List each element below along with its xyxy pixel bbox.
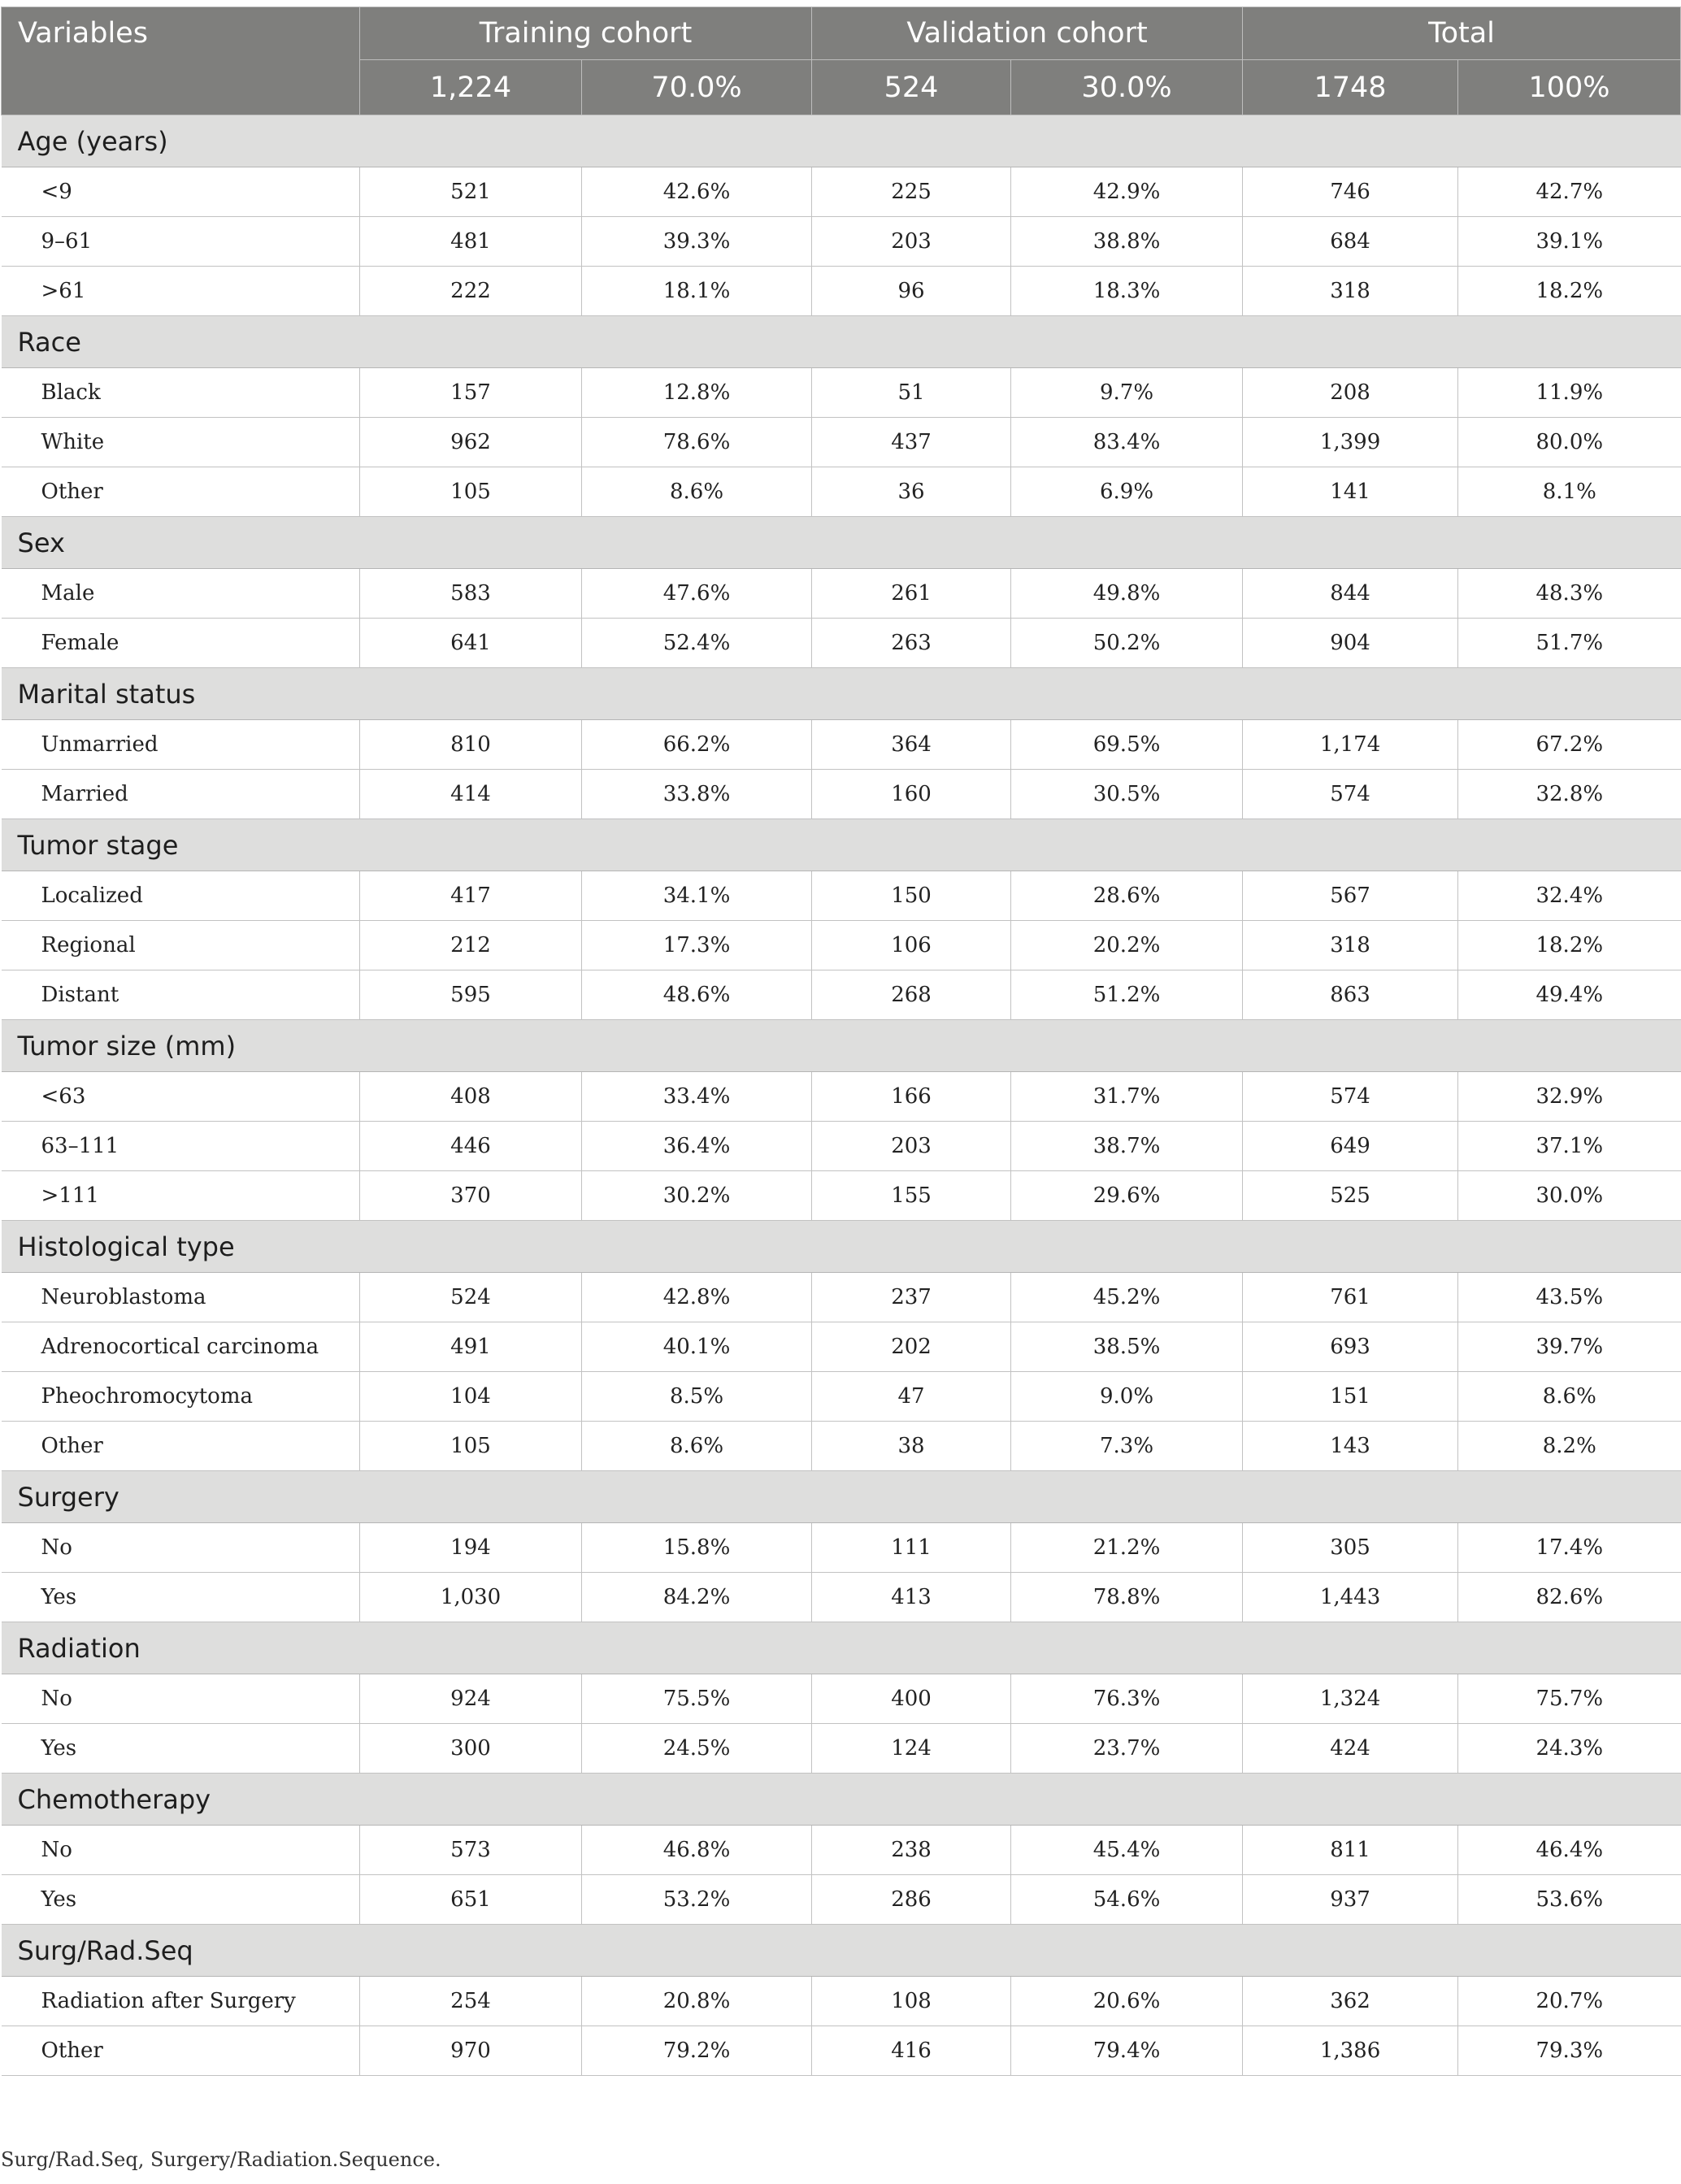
total-percent-cell: 67.2% bbox=[1458, 720, 1681, 770]
validation-count-cell: 263 bbox=[812, 619, 1011, 668]
table-row bbox=[2, 1122, 1681, 1171]
total-count-cell: 305 bbox=[1243, 1523, 1458, 1573]
total-header: Total bbox=[1243, 7, 1681, 60]
row-label: Other bbox=[2, 1422, 360, 1471]
training-percent-cell: 18.1% bbox=[582, 267, 812, 316]
section-title: Age (years) bbox=[2, 115, 1681, 167]
validation-count-cell: 203 bbox=[812, 217, 1011, 267]
validation-count-cell: 261 bbox=[812, 569, 1011, 619]
validation-percent-cell: 28.6% bbox=[1011, 871, 1243, 921]
training-count-cell: 446 bbox=[360, 1122, 582, 1171]
validation-percent-cell: 76.3% bbox=[1011, 1674, 1243, 1724]
validation-count-cell: 364 bbox=[812, 720, 1011, 770]
row-label: Female bbox=[2, 619, 360, 668]
validation-percent-cell: 6.9% bbox=[1011, 467, 1243, 517]
training-percent-cell: 79.2% bbox=[582, 2026, 812, 2076]
total-count-cell: 567 bbox=[1243, 871, 1458, 921]
training-count-cell: 651 bbox=[360, 1875, 582, 1925]
total-percent-cell: 18.2% bbox=[1458, 921, 1681, 970]
total-percent-header: 100% bbox=[1458, 60, 1681, 115]
row-label: Pheochromocytoma bbox=[2, 1372, 360, 1422]
validation-percent-cell: 29.6% bbox=[1011, 1171, 1243, 1221]
total-count-cell: 684 bbox=[1243, 217, 1458, 267]
validation-percent-cell: 20.6% bbox=[1011, 1977, 1243, 2026]
training-percent-cell: 34.1% bbox=[582, 871, 812, 921]
table-row bbox=[2, 467, 1681, 517]
training-percent-cell: 53.2% bbox=[582, 1875, 812, 1925]
training-percent-cell: 39.3% bbox=[582, 217, 812, 267]
training-count-cell: 104 bbox=[360, 1372, 582, 1422]
total-percent-cell: 8.6% bbox=[1458, 1372, 1681, 1422]
validation-count-cell: 106 bbox=[812, 921, 1011, 970]
validation-count-cell: 108 bbox=[812, 1977, 1011, 2026]
validation-percent-cell: 7.3% bbox=[1011, 1422, 1243, 1471]
table-row bbox=[2, 1674, 1681, 1724]
validation-percent-cell: 21.2% bbox=[1011, 1523, 1243, 1573]
row-label: No bbox=[2, 1523, 360, 1573]
validation-percent-cell: 69.5% bbox=[1011, 720, 1243, 770]
validation-percent-cell: 83.4% bbox=[1011, 418, 1243, 467]
total-percent-cell: 79.3% bbox=[1458, 2026, 1681, 2076]
total-count-cell: 1,386 bbox=[1243, 2026, 1458, 2076]
row-label: 63–111 bbox=[2, 1122, 360, 1171]
row-label: Localized bbox=[2, 871, 360, 921]
row-label: <9 bbox=[2, 167, 360, 217]
training-cohort-header: Training cohort bbox=[360, 7, 812, 60]
training-count-cell: 105 bbox=[360, 1422, 582, 1471]
section-title: Radiation bbox=[2, 1622, 1681, 1674]
total-percent-cell: 32.8% bbox=[1458, 770, 1681, 819]
training-percent-cell: 8.5% bbox=[582, 1372, 812, 1422]
training-count-cell: 595 bbox=[360, 970, 582, 1020]
training-count-cell: 583 bbox=[360, 569, 582, 619]
validation-count-cell: 286 bbox=[812, 1875, 1011, 1925]
total-percent-cell: 80.0% bbox=[1458, 418, 1681, 467]
row-label: >61 bbox=[2, 267, 360, 316]
table-row bbox=[2, 1072, 1681, 1122]
validation-percent-cell: 79.4% bbox=[1011, 2026, 1243, 2076]
total-count-cell: 574 bbox=[1243, 770, 1458, 819]
row-label: Yes bbox=[2, 1724, 360, 1774]
training-count-cell: 157 bbox=[360, 368, 582, 418]
table-row bbox=[2, 770, 1681, 819]
total-count-cell: 1,399 bbox=[1243, 418, 1458, 467]
section-title: Race bbox=[2, 316, 1681, 368]
total-percent-cell: 82.6% bbox=[1458, 1573, 1681, 1622]
table-row bbox=[2, 1171, 1681, 1221]
total-percent-cell: 39.1% bbox=[1458, 217, 1681, 267]
table-row bbox=[2, 1322, 1681, 1372]
section-header-row bbox=[2, 819, 1681, 871]
total-count-cell: 1,174 bbox=[1243, 720, 1458, 770]
training-percent-cell: 33.4% bbox=[582, 1072, 812, 1122]
total-count-header: 1748 bbox=[1243, 60, 1458, 115]
table-row bbox=[2, 368, 1681, 418]
table-row bbox=[2, 970, 1681, 1020]
total-count-cell: 424 bbox=[1243, 1724, 1458, 1774]
total-count-cell: 208 bbox=[1243, 368, 1458, 418]
validation-count-cell: 150 bbox=[812, 871, 1011, 921]
validation-count-cell: 202 bbox=[812, 1322, 1011, 1372]
total-percent-cell: 18.2% bbox=[1458, 267, 1681, 316]
row-label: Married bbox=[2, 770, 360, 819]
row-label: White bbox=[2, 418, 360, 467]
cohort-characteristics-table bbox=[1, 7, 1681, 2076]
total-percent-cell: 20.7% bbox=[1458, 1977, 1681, 2026]
table-row bbox=[2, 1724, 1681, 1774]
validation-percent-cell: 38.7% bbox=[1011, 1122, 1243, 1171]
total-percent-cell: 24.3% bbox=[1458, 1724, 1681, 1774]
validation-percent-cell: 31.7% bbox=[1011, 1072, 1243, 1122]
validation-percent-header: 30.0% bbox=[1011, 60, 1243, 115]
section-header-row bbox=[2, 668, 1681, 720]
table-body bbox=[2, 115, 1681, 2076]
training-percent-cell: 33.8% bbox=[582, 770, 812, 819]
validation-count-cell: 203 bbox=[812, 1122, 1011, 1171]
section-header-row bbox=[2, 1925, 1681, 1977]
total-percent-cell: 49.4% bbox=[1458, 970, 1681, 1020]
section-header-row bbox=[2, 1221, 1681, 1273]
row-label: Distant bbox=[2, 970, 360, 1020]
total-count-cell: 143 bbox=[1243, 1422, 1458, 1471]
section-title: Chemotherapy bbox=[2, 1774, 1681, 1826]
section-header-row bbox=[2, 1622, 1681, 1674]
validation-percent-cell: 51.2% bbox=[1011, 970, 1243, 1020]
training-percent-cell: 30.2% bbox=[582, 1171, 812, 1221]
total-percent-cell: 8.2% bbox=[1458, 1422, 1681, 1471]
training-count-cell: 810 bbox=[360, 720, 582, 770]
row-label: Other bbox=[2, 467, 360, 517]
table-row bbox=[2, 267, 1681, 316]
row-label: >111 bbox=[2, 1171, 360, 1221]
section-header-row bbox=[2, 1471, 1681, 1523]
training-count-cell: 491 bbox=[360, 1322, 582, 1372]
row-label: No bbox=[2, 1826, 360, 1875]
table-row bbox=[2, 1523, 1681, 1573]
row-label: 9–61 bbox=[2, 217, 360, 267]
row-label: Black bbox=[2, 368, 360, 418]
validation-count-cell: 413 bbox=[812, 1573, 1011, 1622]
row-label: Yes bbox=[2, 1573, 360, 1622]
training-count-cell: 408 bbox=[360, 1072, 582, 1122]
section-title: Tumor stage bbox=[2, 819, 1681, 871]
total-count-cell: 746 bbox=[1243, 167, 1458, 217]
total-percent-cell: 51.7% bbox=[1458, 619, 1681, 668]
training-count-header: 1,224 bbox=[360, 60, 582, 115]
total-count-cell: 844 bbox=[1243, 569, 1458, 619]
validation-count-cell: 96 bbox=[812, 267, 1011, 316]
table-row bbox=[2, 921, 1681, 970]
section-title: Surgery bbox=[2, 1471, 1681, 1523]
total-count-cell: 574 bbox=[1243, 1072, 1458, 1122]
validation-count-cell: 166 bbox=[812, 1072, 1011, 1122]
total-percent-cell: 42.7% bbox=[1458, 167, 1681, 217]
total-percent-cell: 39.7% bbox=[1458, 1322, 1681, 1372]
training-percent-cell: 40.1% bbox=[582, 1322, 812, 1372]
validation-count-cell: 38 bbox=[812, 1422, 1011, 1471]
validation-percent-cell: 20.2% bbox=[1011, 921, 1243, 970]
validation-percent-cell: 45.4% bbox=[1011, 1826, 1243, 1875]
training-percent-cell: 8.6% bbox=[582, 467, 812, 517]
table-row bbox=[2, 1372, 1681, 1422]
table-row bbox=[2, 217, 1681, 267]
total-count-cell: 904 bbox=[1243, 619, 1458, 668]
row-label: Regional bbox=[2, 921, 360, 970]
training-percent-cell: 24.5% bbox=[582, 1724, 812, 1774]
total-count-cell: 937 bbox=[1243, 1875, 1458, 1925]
validation-percent-cell: 50.2% bbox=[1011, 619, 1243, 668]
validation-count-header: 524 bbox=[812, 60, 1011, 115]
section-header-row bbox=[2, 517, 1681, 569]
section-title: Tumor size (mm) bbox=[2, 1020, 1681, 1072]
validation-percent-cell: 45.2% bbox=[1011, 1273, 1243, 1322]
table-row bbox=[2, 2026, 1681, 2076]
total-count-cell: 1,443 bbox=[1243, 1573, 1458, 1622]
training-count-cell: 254 bbox=[360, 1977, 582, 2026]
training-percent-cell: 42.6% bbox=[582, 167, 812, 217]
validation-count-cell: 416 bbox=[812, 2026, 1011, 2076]
training-percent-cell: 78.6% bbox=[582, 418, 812, 467]
table-row bbox=[2, 720, 1681, 770]
total-percent-cell: 48.3% bbox=[1458, 569, 1681, 619]
validation-percent-cell: 18.3% bbox=[1011, 267, 1243, 316]
training-percent-cell: 52.4% bbox=[582, 619, 812, 668]
total-percent-cell: 11.9% bbox=[1458, 368, 1681, 418]
table-row bbox=[2, 1826, 1681, 1875]
table-row bbox=[2, 418, 1681, 467]
section-header-row bbox=[2, 115, 1681, 167]
validation-percent-cell: 78.8% bbox=[1011, 1573, 1243, 1622]
total-count-cell: 693 bbox=[1243, 1322, 1458, 1372]
table-row bbox=[2, 619, 1681, 668]
total-percent-cell: 43.5% bbox=[1458, 1273, 1681, 1322]
training-count-cell: 300 bbox=[360, 1724, 582, 1774]
training-count-cell: 521 bbox=[360, 167, 582, 217]
validation-count-cell: 47 bbox=[812, 1372, 1011, 1422]
training-count-cell: 641 bbox=[360, 619, 582, 668]
validation-percent-cell: 30.5% bbox=[1011, 770, 1243, 819]
total-count-cell: 318 bbox=[1243, 921, 1458, 970]
training-percent-cell: 36.4% bbox=[582, 1122, 812, 1171]
training-percent-cell: 8.6% bbox=[582, 1422, 812, 1471]
variables-header: Variables bbox=[2, 7, 360, 115]
validation-count-cell: 238 bbox=[812, 1826, 1011, 1875]
training-count-cell: 481 bbox=[360, 217, 582, 267]
training-count-cell: 524 bbox=[360, 1273, 582, 1322]
total-percent-cell: 53.6% bbox=[1458, 1875, 1681, 1925]
row-label: Other bbox=[2, 2026, 360, 2076]
table-row bbox=[2, 1422, 1681, 1471]
total-count-cell: 863 bbox=[1243, 970, 1458, 1020]
row-label: Male bbox=[2, 569, 360, 619]
training-percent-cell: 15.8% bbox=[582, 1523, 812, 1573]
total-percent-cell: 75.7% bbox=[1458, 1674, 1681, 1724]
validation-cohort-header: Validation cohort bbox=[812, 7, 1243, 60]
total-count-cell: 318 bbox=[1243, 267, 1458, 316]
section-title: Histological type bbox=[2, 1221, 1681, 1273]
row-label: Radiation after Surgery bbox=[2, 1977, 360, 2026]
training-percent-cell: 12.8% bbox=[582, 368, 812, 418]
training-percent-cell: 48.6% bbox=[582, 970, 812, 1020]
validation-percent-cell: 54.6% bbox=[1011, 1875, 1243, 1925]
validation-percent-cell: 9.7% bbox=[1011, 368, 1243, 418]
total-count-cell: 649 bbox=[1243, 1122, 1458, 1171]
validation-count-cell: 111 bbox=[812, 1523, 1011, 1573]
training-percent-cell: 66.2% bbox=[582, 720, 812, 770]
validation-percent-cell: 38.8% bbox=[1011, 217, 1243, 267]
validation-percent-cell: 38.5% bbox=[1011, 1322, 1243, 1372]
training-percent-cell: 84.2% bbox=[582, 1573, 812, 1622]
training-count-cell: 370 bbox=[360, 1171, 582, 1221]
total-count-cell: 525 bbox=[1243, 1171, 1458, 1221]
training-count-cell: 194 bbox=[360, 1523, 582, 1573]
total-count-cell: 362 bbox=[1243, 1977, 1458, 2026]
training-count-cell: 212 bbox=[360, 921, 582, 970]
total-percent-cell: 46.4% bbox=[1458, 1826, 1681, 1875]
table-row bbox=[2, 1875, 1681, 1925]
total-percent-cell: 37.1% bbox=[1458, 1122, 1681, 1171]
section-title: Surg/Rad.Seq bbox=[2, 1925, 1681, 1977]
total-count-cell: 141 bbox=[1243, 467, 1458, 517]
row-label: Unmarried bbox=[2, 720, 360, 770]
header-row-groups bbox=[2, 7, 1681, 60]
training-percent-cell: 75.5% bbox=[582, 1674, 812, 1724]
section-header-row bbox=[2, 316, 1681, 368]
total-percent-cell: 8.1% bbox=[1458, 467, 1681, 517]
validation-percent-cell: 49.8% bbox=[1011, 569, 1243, 619]
training-count-cell: 970 bbox=[360, 2026, 582, 2076]
table-row bbox=[2, 871, 1681, 921]
total-count-cell: 151 bbox=[1243, 1372, 1458, 1422]
training-count-cell: 573 bbox=[360, 1826, 582, 1875]
validation-percent-cell: 9.0% bbox=[1011, 1372, 1243, 1422]
table-row bbox=[2, 1573, 1681, 1622]
validation-count-cell: 51 bbox=[812, 368, 1011, 418]
training-count-cell: 414 bbox=[360, 770, 582, 819]
section-title: Marital status bbox=[2, 668, 1681, 720]
validation-count-cell: 155 bbox=[812, 1171, 1011, 1221]
total-percent-cell: 30.0% bbox=[1458, 1171, 1681, 1221]
training-percent-cell: 42.8% bbox=[582, 1273, 812, 1322]
training-count-cell: 1,030 bbox=[360, 1573, 582, 1622]
training-percent-header: 70.0% bbox=[582, 60, 812, 115]
section-header-row bbox=[2, 1774, 1681, 1826]
table-row bbox=[2, 167, 1681, 217]
table-footnote: Surg/Rad.Seq, Surgery/Radiation.Sequence. bbox=[1, 2148, 441, 2171]
validation-count-cell: 36 bbox=[812, 467, 1011, 517]
training-percent-cell: 47.6% bbox=[582, 569, 812, 619]
row-label: No bbox=[2, 1674, 360, 1724]
training-count-cell: 417 bbox=[360, 871, 582, 921]
validation-count-cell: 400 bbox=[812, 1674, 1011, 1724]
training-count-cell: 222 bbox=[360, 267, 582, 316]
section-title: Sex bbox=[2, 517, 1681, 569]
training-count-cell: 962 bbox=[360, 418, 582, 467]
total-count-cell: 811 bbox=[1243, 1826, 1458, 1875]
table-row bbox=[2, 569, 1681, 619]
validation-percent-cell: 23.7% bbox=[1011, 1724, 1243, 1774]
total-percent-cell: 17.4% bbox=[1458, 1523, 1681, 1573]
total-count-cell: 1,324 bbox=[1243, 1674, 1458, 1724]
training-percent-cell: 17.3% bbox=[582, 921, 812, 970]
total-count-cell: 761 bbox=[1243, 1273, 1458, 1322]
table-header bbox=[2, 7, 1681, 115]
row-label: <63 bbox=[2, 1072, 360, 1122]
validation-count-cell: 124 bbox=[812, 1724, 1011, 1774]
training-count-cell: 105 bbox=[360, 467, 582, 517]
validation-percent-cell: 42.9% bbox=[1011, 167, 1243, 217]
training-percent-cell: 20.8% bbox=[582, 1977, 812, 2026]
validation-count-cell: 225 bbox=[812, 167, 1011, 217]
row-label: Adrenocortical carcinoma bbox=[2, 1322, 360, 1372]
section-header-row bbox=[2, 1020, 1681, 1072]
table-row bbox=[2, 1273, 1681, 1322]
row-label: Yes bbox=[2, 1875, 360, 1925]
total-percent-cell: 32.9% bbox=[1458, 1072, 1681, 1122]
validation-count-cell: 437 bbox=[812, 418, 1011, 467]
training-percent-cell: 46.8% bbox=[582, 1826, 812, 1875]
row-label: Neuroblastoma bbox=[2, 1273, 360, 1322]
validation-count-cell: 160 bbox=[812, 770, 1011, 819]
total-percent-cell: 32.4% bbox=[1458, 871, 1681, 921]
training-count-cell: 924 bbox=[360, 1674, 582, 1724]
validation-count-cell: 237 bbox=[812, 1273, 1011, 1322]
table-row bbox=[2, 1977, 1681, 2026]
validation-count-cell: 268 bbox=[812, 970, 1011, 1020]
